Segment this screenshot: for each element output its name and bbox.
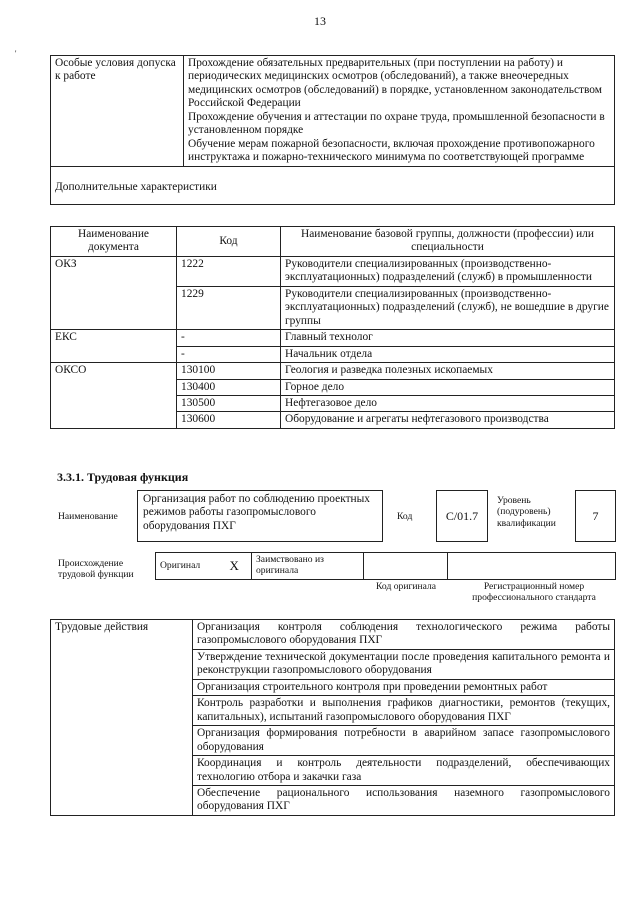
header-document: Наименование документа <box>51 227 177 257</box>
code-original-label: Код оригинала <box>376 581 437 592</box>
code-value: C/01.7 <box>445 509 479 523</box>
doc-okz: ОКЗ <box>51 256 177 329</box>
code-cell: - <box>177 330 281 346</box>
function-name-value: Организация работ по соблюдению проектных режимов работы газопромыслового оборудования ПХГ <box>143 493 370 532</box>
labour-action-item: Утверждение технической документации после проведения капитального ремонта и реконструкции газопромыслового оборудования <box>193 649 615 679</box>
group-name-cell: Геология и разведка полезных ископаемых <box>281 363 615 379</box>
labour-action-item: Обеспечение рационального использования наземного газопромыслового оборудования ПХГ <box>193 785 615 815</box>
original-label: Оригинал <box>156 553 218 580</box>
labour-action-item: Контроль разработки и выполнения графиков диагностики, ремонтов (текущих, капитальных), испытаний газопромыслового оборудования ПХГ <box>193 696 615 726</box>
function-name-label: Наименование <box>58 511 118 522</box>
origin-table <box>155 552 616 580</box>
code-cell: 1229 <box>177 286 281 329</box>
labour-action-item: Организация строительного контроля при проведении ремонтных работ <box>193 679 615 695</box>
code-value-box <box>436 490 488 542</box>
code-cell: 1222 <box>177 256 281 286</box>
original-mark: X <box>218 553 252 580</box>
margin-mark: ' <box>15 49 17 58</box>
condition-fire-safety: Обучение мерам пожарной безопасности, включая прохождение противопожарного инструктажа и пожарно-технического минимума по соответствующей программе <box>188 137 595 164</box>
code-cell: 130600 <box>177 412 281 428</box>
doc-eks: ЕКС <box>51 330 177 363</box>
function-name-box <box>137 490 383 542</box>
reg-number-label: Регистрационный номер профессионального стандарта <box>472 581 596 604</box>
admission-table <box>50 55 615 205</box>
admission-label: Особые условия допуска к работе <box>51 56 184 167</box>
code-original-cell <box>364 553 448 580</box>
qualification-level-label: Уровень (подуровень) квалификации <box>497 495 556 529</box>
code-label: Код <box>397 511 413 522</box>
doc-okso: ОКСО <box>51 363 177 429</box>
header-group-name: Наименование базовой группы, должности (профессии) или специальности <box>281 227 615 257</box>
function-heading: 3.3.1. Трудовая функция <box>57 470 189 484</box>
condition-medical: Прохождение обязательных предварительных (при поступлении на работу) и периодических медицинских осмотров (обследований), а также внеочередных медицинских осмотров (обследований) в порядке, установленном законодательством Российской Федерации <box>188 57 602 110</box>
additional-characteristics-table <box>50 226 615 429</box>
code-cell: 130400 <box>177 379 281 395</box>
labour-action-item: Организация контроля соблюдения технологического режима работы газопромыслового оборудования ПХГ <box>193 620 615 650</box>
qualification-level-value: 7 <box>592 509 599 523</box>
additional-title: Дополнительные характеристики <box>51 166 615 204</box>
group-name-cell: Руководители специализированных (производственно-эксплуатационных) подразделений (служб) в промышленности <box>281 256 615 286</box>
page-number: 13 <box>314 14 326 28</box>
borrowed-label: Заимствовано из оригинала <box>252 553 364 580</box>
admission-conditions <box>184 56 615 167</box>
condition-safety-training: Прохождение обучения и аттестации по охране труда, промышленной безопасности в установленном порядке <box>188 110 605 137</box>
header-code: Код <box>177 227 281 257</box>
labour-action-item: Координация и контроль деятельности подразделений, обеспечивающих технологию отбора и закачки газа <box>193 756 615 786</box>
group-name-cell: Главный технолог <box>281 330 615 346</box>
reg-number-cell <box>448 553 616 580</box>
code-cell: 130100 <box>177 363 281 379</box>
labour-actions-table <box>50 619 615 816</box>
group-name-cell: Руководители специализированных (производственно-эксплуатационных) подразделений (служб), не вошедшие в другие группы <box>281 286 615 329</box>
code-cell: 130500 <box>177 395 281 411</box>
labour-action-item: Организация формирования потребности в аварийном запасе газопромыслового оборудования <box>193 726 615 756</box>
group-name-cell: Нефтегазовое дело <box>281 395 615 411</box>
group-name-cell: Оборудование и агрегаты нефтегазового производства <box>281 412 615 428</box>
origin-label: Происхождение трудовой функции <box>58 558 134 581</box>
qualification-level-box <box>575 490 616 542</box>
labour-actions-label: Трудовые действия <box>51 620 193 816</box>
group-name-cell: Горное дело <box>281 379 615 395</box>
code-cell: - <box>177 346 281 362</box>
group-name-cell: Начальник отдела <box>281 346 615 362</box>
